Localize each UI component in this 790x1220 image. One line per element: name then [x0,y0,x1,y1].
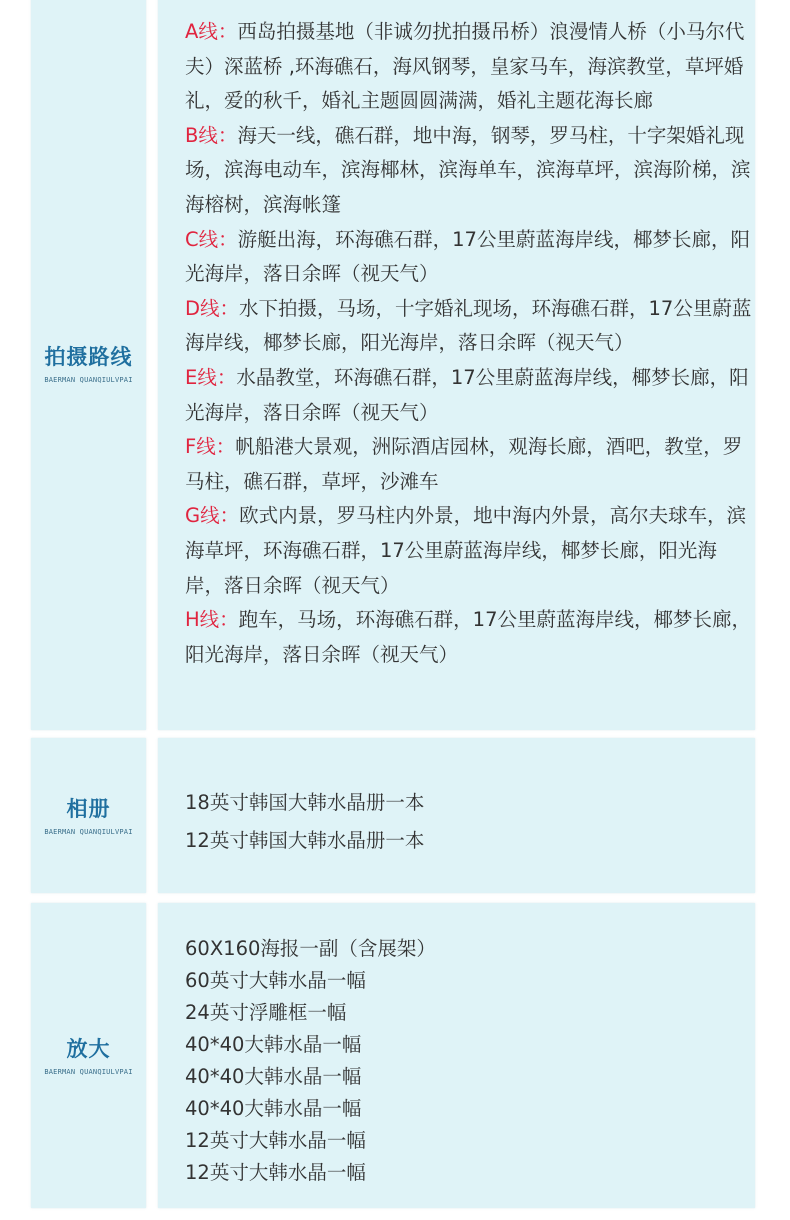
route-item-f [185,430,755,499]
route-key: G线： [185,504,240,528]
route-item-d [185,292,755,361]
route-text: 跑车，马场，环海礁石群，17公里蔚蓝海岸线，椰梦长廊，阳光海岸，落日余晖（视天气） [185,608,751,666]
list-item: 12英寸大韩水晶一幅 [185,1129,366,1152]
route-text: 水晶教堂，环海礁石群，17公里蔚蓝海岸线，椰梦长廊，阳光海岸，落日余晖（视天气） [185,365,749,424]
enlarge-list [185,933,745,1189]
route-text: 欧式内景，罗马柱内外景，地中海内外景，高尔夫球车，滨海草坪，环海礁石群，17公里蔚蓝海岸线，椰梦长廊，阳光海岸，落日余晖（视天气） [185,504,747,597]
route-key: F线： [185,435,236,459]
route-item-h [185,603,755,672]
album-title: 相册 [66,796,111,821]
route-text: 帆船港大景观，洲际酒店园林，观海长廊，酒吧，教堂，罗马柱，礁石群，草坪，沙滩车 [185,435,743,493]
route-key: A线： [185,20,238,43]
routes-content-cell [158,0,755,730]
enlarge-title: 放大 [66,1036,111,1061]
route-key: H线： [185,608,239,632]
list-item: 18英寸韩国大韩水晶册一本 [185,791,425,814]
routes-subtitle: BAERMAN QUANQIULVPAI [44,376,133,384]
list-item: 40*40大韩水晶一幅 [185,1097,362,1120]
list-item: 60X160海报一副（含展架） [185,937,436,960]
album-list [185,784,745,860]
list-item: 40*40大韩水晶一幅 [185,1065,362,1088]
route-item-a [185,15,755,119]
route-key: E线： [185,365,237,389]
route-key: C线： [185,227,238,251]
album-section [0,738,790,893]
routes-label-cell [31,0,146,730]
list-item: 40*40大韩水晶一幅 [185,1033,362,1056]
list-item: 12英寸韩国大韩水晶册一本 [185,829,425,852]
list-item: 12英寸大韩水晶一幅 [185,1161,366,1184]
route-key: D线： [185,296,240,320]
route-key: B线： [185,123,238,147]
route-text: 水下拍摄，马场，十字婚礼现场，环海礁石群，17公里蔚蓝海岸线，椰梦长廊，阳光海岸，落日余晖（视天气） [185,296,752,355]
route-item-e [185,361,755,430]
enlarge-content-cell [158,903,755,1208]
album-content-cell [158,738,755,893]
album-subtitle: BAERMAN QUANQIULVPAI [44,827,133,836]
route-text: 海天一线，礁石群，地中海，钢琴，罗马柱，十字架婚礼现场，滨海电动车，滨海椰林，滨海单车，滨海草坪，滨海阶梯，滨海榕树，滨海帐篷 [185,123,751,216]
list-item: 60英寸大韩水晶一幅 [185,969,366,992]
enlarge-section [0,903,790,1208]
list-item: 24英寸浮雕框一幅 [185,1001,347,1024]
route-item-c [185,223,755,292]
route-item-b [185,119,755,223]
route-text: 西岛拍摄基地（非诚勿扰拍摄吊桥）浪漫情人桥（小马尔代夫）深蓝桥 ,环海礁石，海风钢琴，皇家马车，海滨教堂，草坪婚礼，爱的秋千，婚礼主题圆圆满满，婚礼主题花海长廊 [185,20,745,113]
enlarge-label-cell [31,903,146,1208]
enlarge-subtitle: BAERMAN QUANQIULVPAI [44,1067,133,1076]
routes-title: 拍摄路线 [44,345,133,369]
album-label-cell [31,738,146,893]
route-text: 游艇出海，环海礁石群，17公里蔚蓝海岸线，椰梦长廊，阳光海岸，落日余晖（视天气） [185,227,750,286]
routes-list [185,15,755,672]
route-item-g [185,499,755,603]
